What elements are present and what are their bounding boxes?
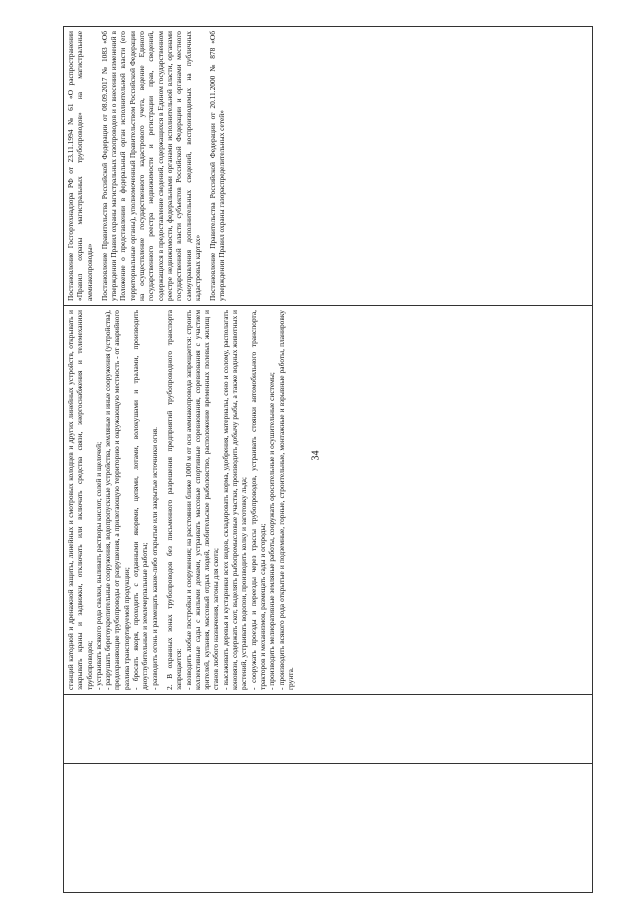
restriction-paragraph: - разрушать берегоукрепительные сооружения, водопропускные устройства, земляные и иные сооружения (устройства), предохраняющие трубопроводы от разрушения, а прилегающую территорию и окружающую местность - от аварийного разлива транспортируемой продукции; [103,310,131,690]
legal-basis-paragraph: Постановление Правительства Российской Федерации от 20.11.2000 № 878 «Об утверждении Правил охраны газораспределительных сетей» [208,31,227,301]
restriction-paragraph: - устраивать всякого рода свалки, выливать растворы кислот, солей и щелочей; [93,441,103,690]
restrictions-text [66,310,295,690]
restriction-paragraph: станций катодной и дренажной защиты, линейных и смотровых колодцев и других линейных устройств, открывать и закрывать краны и задвижки, отключать или включать средства связи, энергоснабжения и телемеханики трубопроводов; [66,310,94,690]
rotated-page-content [63,31,593,893]
page-number-text: 34 [310,450,322,461]
restriction-paragraph: 2. В охранных зонах трубопроводов без письменного разрешения предприятий трубопроводного транспорта запрещается: [164,310,184,690]
restriction-paragraph: - разводить огонь и размещать какие-либо открытые или закрытые источники огня. [149,427,159,690]
restriction-paragraph: - высаживать деревья и кустарники всех видов, складировать корма, удобрения, материалы, сено и солому, располагать коновязи, содержать скот, выделять рыбопромысловые участки, производить добычу рыбы, а также водных животных и растений, устраивать водопои, производить колку и заготовку льда; [220,310,249,690]
restriction-paragraph: - возводить любые постройки и сооружения; на расстоянии ближе 1000 м от оси аммиакопровода запрещается: строить коллективные сады с жилыми домами, устраивать массовые спортивные соревнования, соревнования с участием зрителей, купания, массовый отдых людей, любительское рыболовство, расположение временных полевых жилищ и станов любого назначения, загоны для скота; [183,310,221,690]
regulation-table [63,26,593,893]
empty-cell-first [64,764,593,893]
legal-basis-text [66,31,227,301]
legal-basis-paragraph: Постановление Правительства Российской Федерации от 08.09.2017 № 1083 «Об утверждении Правил охраны магистральных газопроводов и о внесении изменений в Положение о представлении в федеральный орган исполнительной власти (его территориальные органы), уполномоченный Правительством Российской Федерации на осуществление государственного кадастрового учета, ведение Единого государственного реестра недвижимости и регистрации прав, сведений, содержащихся в предоставление сведений, содержащихся в Едином государственном реестре недвижимости, федеральными органами исполнительной власти, органами государственной власти субъектов Российской Федерации и органами местного самоуправления дополнительных сведений, воспроизводимых на публичных кадастровых картах» [99,31,202,301]
restriction-paragraph: - производить мелиоративные земляные работы, сооружать оросительные и осушительные системы; [267,372,277,690]
table-row [64,27,593,893]
legal-basis-paragraph: Постановление Госгортехнадзора РФ от 23.11.1994 № 61 «О распространении «Правил охраны магистральных трубопроводов» на магистральные аммиакопроводы» [66,31,94,301]
legal-basis-cell [64,27,593,306]
empty-cell-second [64,695,593,764]
restriction-paragraph: - бросать якоря, проходить с отданными якорями, цепями, лотами, волокушами и тралами, производить дноуглубительные и землечерпальные работы; [131,310,150,690]
restriction-paragraph: - сооружать проезды и переезды через трассы трубопроводов, устраивать стоянки автомобильного транспорта, тракторов и механизмов, размещать сады и огороды; [248,310,267,690]
restrictions-cell [64,306,593,695]
restriction-paragraph: - производить всякого рода открытые и подземные, горные, строительные, монтажные и взрывные работы, планировку грунта. [276,310,295,690]
